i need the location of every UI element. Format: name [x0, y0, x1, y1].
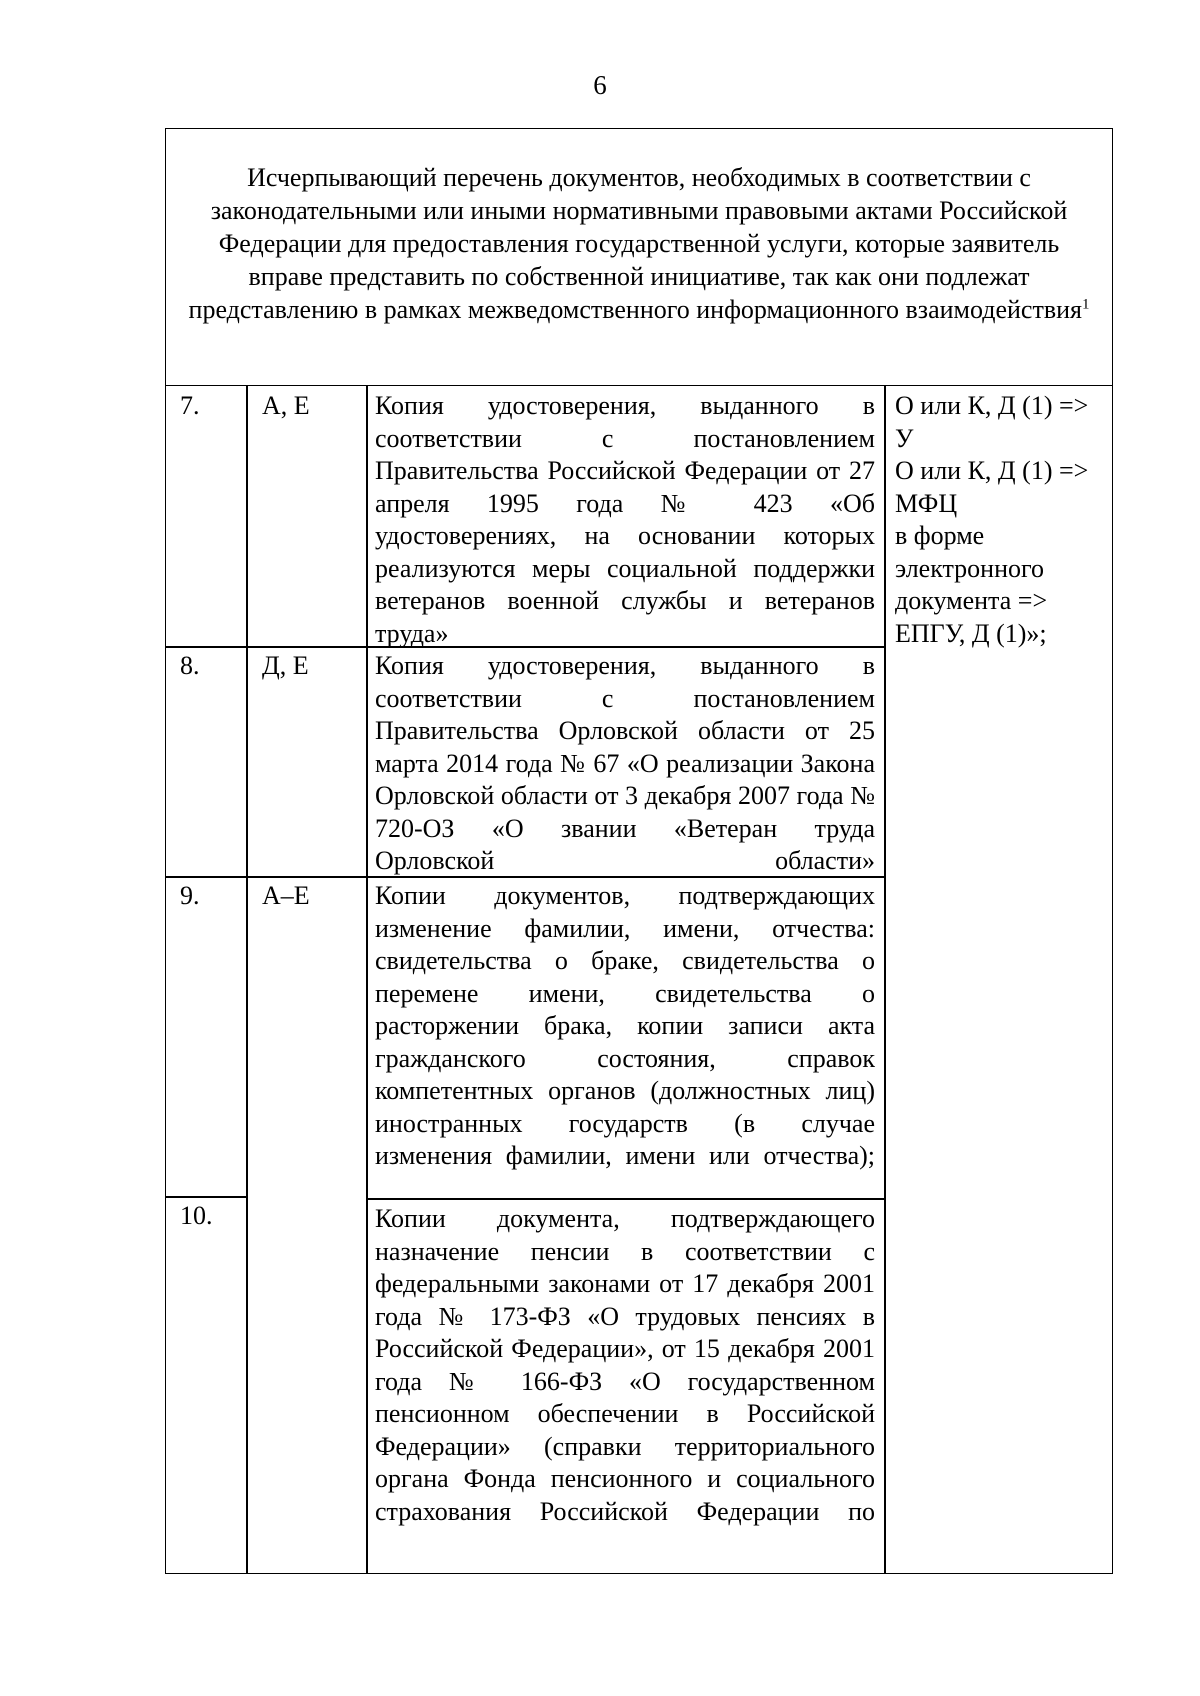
row-8-number: 8.: [180, 651, 200, 680]
submission-line-5: в форме: [895, 521, 985, 550]
col-divider-2: [366, 386, 368, 1574]
row-8-categories: Д, Е: [262, 651, 309, 680]
row-9-categories: А–Е: [262, 881, 310, 910]
row-7-document: Копия удостоверения, выданного в соответствии с постановлением Правительства Российской Федерации от 27 апреля 1995 года № 423 «Об удостоверениях, на основании которых реализуются меры социальной поддержки ветеранов военной службы и ветеранов труда»: [375, 391, 875, 648]
row-10-number: 10.: [180, 1201, 213, 1230]
submission-method: [895, 390, 1110, 650]
row-9-document: Копии документов, подтверждающих изменение фамилии, имени, отчества: свидетельства о браке, свидетельства о перемене имени, свидетельства о расторжении брака, копии записи акта гражданского состояния, справок компетентных органов (должностных лиц) иностранных государств (в случае изменения фамилии, имени или отчества);: [375, 881, 875, 1170]
row-9-number: 9.: [180, 881, 200, 910]
submission-line-6: электронного: [895, 553, 1045, 583]
submission-line-4: МФЦ: [895, 488, 958, 518]
row-8-document: Копия удостоверения, выданного в соответствии с постановлением Правительства Орловской области от 25 марта 2014 года № 67 «О реализации Закона Орловской области от 3 декабря 2007 года № 720-ОЗ «О звании «Ветеран труда Орловской области»: [375, 651, 875, 875]
table-header: [165, 128, 1113, 386]
header-title: Исчерпывающий перечень документов, необходимых в соответствии с законодательными или иными нормативными правовыми актами Российской Федерации для предоставления государственной услуги, которые заявитель вправе представить по собственной инициативе, так как они подлежат представлению в рамках межведомственного информационного взаимодействия: [188, 163, 1082, 324]
col-divider-3: [884, 386, 886, 1574]
submission-line-2: У: [895, 423, 914, 453]
submission-line-7: документа =>: [895, 586, 1048, 615]
submission-line-1: О или К, Д (1) =>: [895, 391, 1089, 420]
col-divider-1: [246, 386, 248, 1574]
row-7-number: 7.: [180, 391, 200, 420]
row-10-document: Копии документа, подтверждающего назначение пенсии в соответствии с федеральными законами от 17 декабря 2001 года № 173-ФЗ «О трудовых пенсиях в Российской Федерации», от 15 декабря 2001 года № 166-ФЗ «О государственном пенсионном обеспечении в Российской Федерации» (справки территориального органа Фонда пенсионного и социального страхования Российской Федерации по: [375, 1204, 875, 1526]
footnote-mark: 1: [1081, 296, 1090, 313]
row-separator-9-10-right: [366, 1198, 885, 1200]
submission-line-8: ЕПГУ, Д (1)»;: [895, 618, 1047, 648]
row-separator-9-10-left: [165, 1196, 247, 1198]
page-number: 6: [593, 70, 607, 100]
submission-line-3: О или К, Д (1) =>: [895, 456, 1089, 485]
row-7-categories: А, Е: [262, 391, 310, 420]
